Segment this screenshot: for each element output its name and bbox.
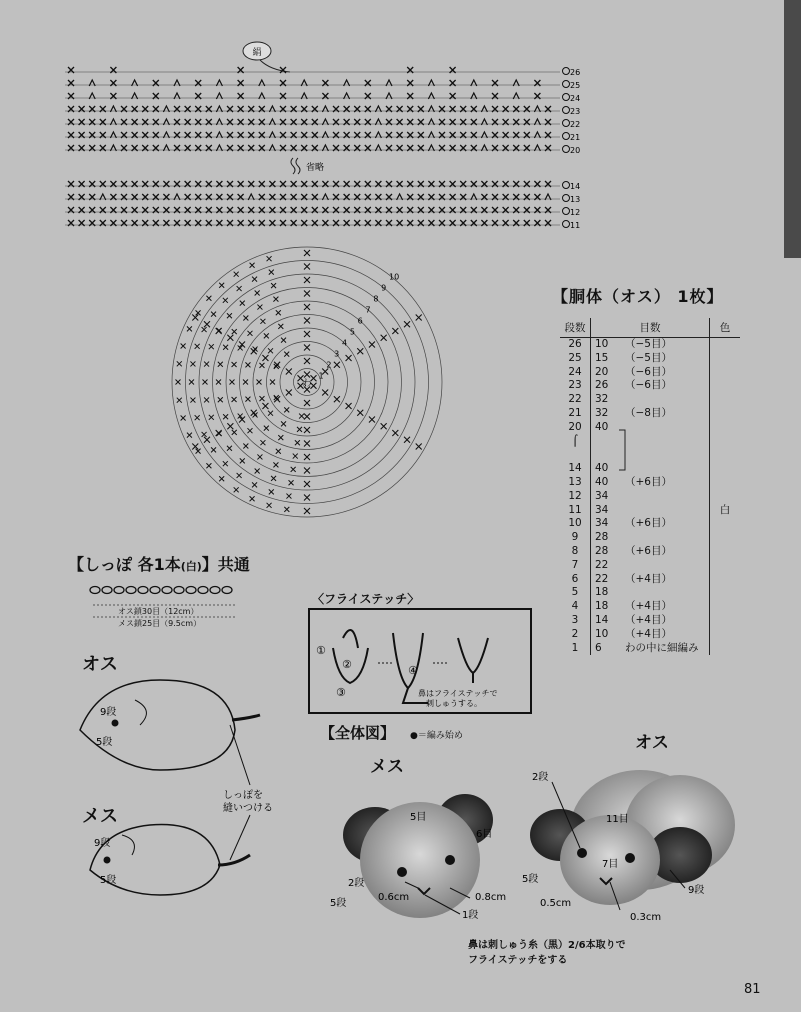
upper-stitch-rows bbox=[65, 67, 580, 155]
table-row: 12 34 bbox=[560, 490, 740, 504]
row-number: 14 bbox=[570, 182, 581, 191]
table-row: 8 28 （+6目） bbox=[560, 545, 740, 559]
table-row: 10 34 （+6目） bbox=[560, 517, 740, 531]
row-number: 20 bbox=[570, 146, 581, 155]
nose-note-1: 鼻は刺しゅう糸（黒）2/6本取りで bbox=[468, 940, 626, 951]
table-row: 5 18 bbox=[560, 586, 740, 600]
lower-stitch-rows bbox=[65, 181, 580, 230]
page-edge-tab bbox=[784, 0, 801, 258]
table-row: 1 6 わの中に細編み bbox=[560, 642, 740, 656]
round-number: 4 bbox=[342, 338, 348, 348]
female-row9: 9段 bbox=[94, 838, 111, 849]
repeat-bracket bbox=[617, 428, 629, 474]
female-08cm: 0.8cm bbox=[475, 892, 507, 903]
male-9dan: 9段 bbox=[688, 885, 705, 896]
overview-female-label: メス bbox=[370, 757, 404, 777]
female-6me: 6目 bbox=[476, 829, 493, 840]
male-11me: 11目 bbox=[606, 814, 629, 825]
female-1dan: 1段 bbox=[462, 910, 479, 921]
row-number: 24 bbox=[570, 94, 581, 103]
male-5dan: 5段 bbox=[522, 874, 539, 885]
body-table bbox=[560, 318, 740, 655]
omit-label: 省略 bbox=[306, 163, 325, 173]
male-label: オス bbox=[82, 654, 118, 675]
table-row: 23 26 （−6目） bbox=[560, 379, 740, 393]
overview-title: 【全体図】 bbox=[320, 724, 396, 742]
table-row: 3 14 （+4目） bbox=[560, 614, 740, 628]
row-number: 26 bbox=[570, 68, 581, 77]
table-row: 24 20 （−6目） bbox=[560, 366, 740, 380]
female-5dan: 5段 bbox=[330, 898, 347, 909]
row-number: 21 bbox=[570, 133, 581, 142]
tail-title: 【しっぽ 各1本(白)】共通 bbox=[68, 555, 250, 574]
round-number: 3 bbox=[334, 349, 340, 359]
round-number: 8 bbox=[373, 294, 379, 304]
row-number: 25 bbox=[570, 81, 581, 90]
male-row5: 5段 bbox=[96, 737, 113, 748]
tail-male-length: オス鎖30目（12cm） bbox=[118, 607, 199, 616]
row-number: 11 bbox=[570, 221, 581, 230]
female-label: メス bbox=[82, 806, 118, 827]
table-row: 4 18 （+4目） bbox=[560, 600, 740, 614]
male-2dan: 2段 bbox=[532, 772, 549, 783]
row-number: 23 bbox=[570, 107, 581, 116]
fly-step-3: ③ bbox=[336, 686, 346, 699]
row-stitch-chart bbox=[60, 38, 590, 238]
table-row: 11 34 白 bbox=[560, 504, 740, 518]
round-number: 6 bbox=[357, 316, 363, 326]
attach-tail-2: 縫いつける bbox=[223, 803, 273, 814]
round-number: 2 bbox=[326, 360, 332, 370]
page-number: 81 bbox=[744, 982, 761, 997]
row-number: 22 bbox=[570, 120, 581, 129]
table-row: ⌠ bbox=[560, 435, 740, 449]
male-row9: 9段 bbox=[100, 707, 117, 718]
table-row: 14 40 bbox=[560, 462, 740, 476]
table-row: 22 32 bbox=[560, 393, 740, 407]
tail-female-length: メス鎖25目（9.5cm） bbox=[118, 619, 202, 628]
male-7me: 7目 bbox=[602, 859, 619, 870]
table-row: 20 40 bbox=[560, 421, 740, 435]
round-number: 10 bbox=[388, 272, 400, 282]
table-row: 21 32 （−8目） bbox=[560, 407, 740, 421]
nose-note-2: フライステッチをする bbox=[468, 955, 568, 966]
row-number: 12 bbox=[570, 208, 581, 217]
table-row: 7 22 bbox=[560, 559, 740, 573]
round-number: 5 bbox=[349, 327, 355, 337]
table-row: 26 10 （−5目） bbox=[560, 338, 740, 352]
note-bubble-text: 絹 bbox=[252, 48, 262, 58]
fly-step-2: ② bbox=[342, 658, 352, 671]
overview-legend: ●＝編み始め bbox=[410, 731, 463, 741]
female-2dan: 2段 bbox=[348, 878, 365, 889]
male-05cm: 0.5cm bbox=[540, 898, 572, 909]
round-number: 7 bbox=[365, 305, 371, 315]
table-row: 13 40 （+6目） bbox=[560, 476, 740, 490]
table-row: 9 28 bbox=[560, 531, 740, 545]
header-color: 色 bbox=[710, 318, 741, 338]
row-number: 13 bbox=[570, 195, 581, 204]
fly-stitch-title: 〈フライステッチ〉 bbox=[312, 592, 420, 606]
male-03cm: 0.3cm bbox=[630, 912, 662, 923]
round-number: 9 bbox=[381, 283, 387, 293]
female-row5: 5段 bbox=[100, 875, 117, 886]
fly-caption-2: 刺しゅうする。 bbox=[426, 699, 482, 708]
body-table-title: 【胴体（オス） 1枚】 bbox=[552, 287, 724, 306]
table-row: 6 22 （+4目） bbox=[560, 573, 740, 587]
fly-step-4: ④ bbox=[408, 664, 418, 677]
header-count: 目数 bbox=[591, 318, 710, 338]
table-row bbox=[560, 448, 740, 462]
overview-mice-illustration bbox=[330, 760, 750, 940]
round-number: 1 bbox=[318, 371, 324, 381]
table-row: 2 10 （+4目） bbox=[560, 628, 740, 642]
overview-male-label: オス bbox=[635, 733, 669, 753]
female-5me: 5目 bbox=[410, 812, 427, 823]
fly-stitch-diagram bbox=[308, 608, 532, 714]
female-06cm: 0.6cm bbox=[378, 892, 410, 903]
fly-caption-1: 鼻はフライステッチで bbox=[418, 689, 498, 698]
header-row: 段数 bbox=[560, 318, 591, 338]
table-row: 25 15 （−5目） bbox=[560, 352, 740, 366]
attach-tail-1: しっぽを bbox=[223, 790, 263, 801]
round-center-label: わ bbox=[302, 379, 312, 389]
mouse-outline-diagrams bbox=[60, 670, 310, 910]
round-stitch-chart bbox=[165, 240, 450, 520]
fly-step-1: ① bbox=[316, 644, 326, 657]
